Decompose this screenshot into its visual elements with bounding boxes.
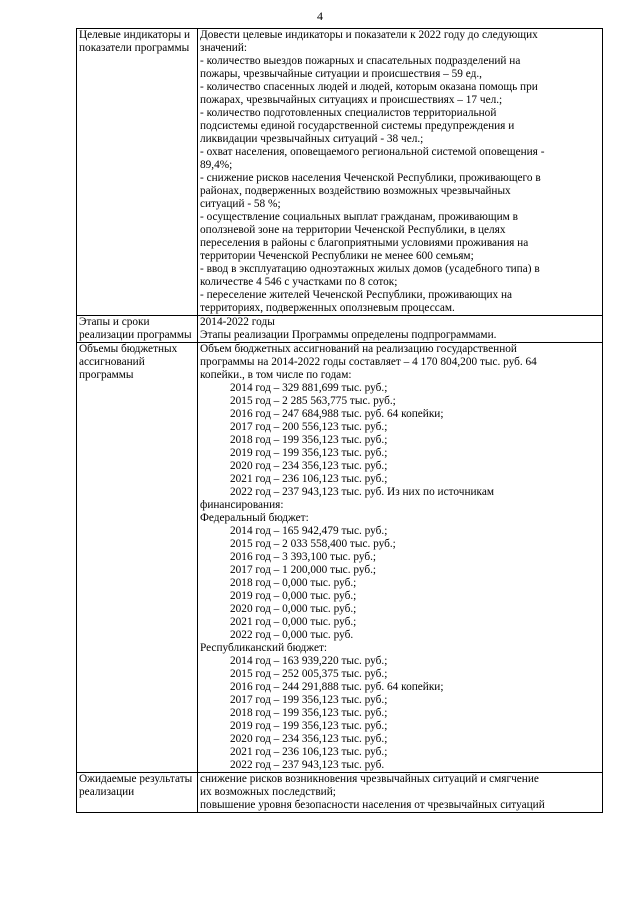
text-line: - количество подготовленных специалистов территориальной [200, 107, 497, 119]
text-line: 2021 год – 236 106,123 тыс. руб.; [230, 746, 388, 758]
text-line: подсистемы единой государственной системы предупреждения и [200, 120, 515, 132]
text-line: 2016 год – 247 684,988 тыс. руб. 64 копейки; [230, 408, 444, 420]
text-line: 2019 год – 199 356,123 тыс. руб.; [230, 447, 388, 459]
text-line: - количество выездов пожарных и спасательных подразделений на [200, 55, 521, 67]
text-line: территориях, подверженных оползневым процессам. [200, 302, 455, 314]
text-line: 2016 год – 3 393,100 тыс. руб.; [230, 551, 377, 563]
text-line: территории Чеченской Республики не менее 600 семьям; [200, 250, 474, 262]
text-line: 2014 год – 163 939,220 тыс. руб.; [230, 655, 388, 667]
table-row [77, 316, 603, 343]
text-line: 2017 год – 199 356,123 тыс. руб.; [230, 694, 388, 706]
text-line: 2017 год – 200 556,123 тыс. руб.; [230, 421, 388, 433]
text-line: их возможных последствий; [200, 786, 336, 798]
republic-budget-header: Республиканский бюджет: [200, 642, 328, 654]
text-line: 2015 год – 2 033 558,400 тыс. руб.; [230, 538, 396, 550]
text-line: повышение уровня безопасности населения от чрезвычайных ситуаций [200, 799, 545, 811]
program-passport-table [76, 28, 603, 813]
text-line: 2014 год – 165 942,479 тыс. руб.; [230, 525, 388, 537]
text-line: копейки., в том числе по годам: [200, 369, 352, 381]
text-line: 2017 год – 1 200,000 тыс. руб.; [230, 564, 377, 576]
text-line: Объем бюджетных ассигнований на реализацию государственной [200, 343, 517, 355]
text-line: переселения в районы с благоприятными условиями проживания на [200, 237, 529, 249]
text-line: снижение рисков возникновения чрезвычайных ситуаций и смягчение [200, 773, 539, 785]
text-line: - количество спасенных людей и людей, которым оказана помощь при [200, 81, 538, 93]
text-line: 2014 год – 329 881,699 тыс. руб.; [230, 382, 388, 394]
text-line: - переселение жителей Чеченской Республики, проживающих на [200, 289, 513, 301]
financing-line: финансирования: [200, 499, 284, 511]
row-value-stages [198, 316, 603, 343]
text-line: пожары, чрезвычайные ситуации и происшествия – 59 ед., [200, 68, 482, 80]
text-line: ситуаций - 58 %; [200, 198, 281, 210]
text-line: 2021 год – 0,000 тыс. руб.; [230, 616, 357, 628]
text-line: 2016 год – 244 291,888 тыс. руб. 64 копейки; [230, 681, 444, 693]
text-line: Довести целевые индикаторы и показатели к 2022 году до следующих [200, 29, 538, 41]
row-value-budget [198, 343, 603, 773]
text-line: - снижение рисков населения Чеченской Республики, проживающего в [200, 172, 541, 184]
text-line: 2020 год – 234 356,123 тыс. руб.; [230, 460, 388, 472]
row-label-budget: Объемы бюджетных ассигнований программы [77, 343, 198, 773]
text-line: 2014-2022 годы [200, 316, 275, 328]
text-line: 2018 год – 199 356,123 тыс. руб.; [230, 707, 388, 719]
table-row [77, 29, 603, 316]
text-line: значений: [200, 42, 248, 54]
text-line: пожарах, чрезвычайных ситуациях и происшествиях – 17 чел.; [200, 94, 503, 106]
row-label-stages: Этапы и сроки реализации программы [77, 316, 198, 343]
text-line: - осуществление социальных выплат гражданам, проживающим в [200, 211, 518, 223]
text-line: - ввод в эксплуатацию одноэтажных жилых домов (усадебного типа) в [200, 263, 540, 275]
row-label-results: Ожидаемые результаты реализации [77, 773, 198, 813]
text-line: 2019 год – 199 356,123 тыс. руб.; [230, 720, 388, 732]
text-line: 2022 год – 237 943,123 тыс. руб. Из них по источникам [230, 486, 495, 498]
row-value-results [198, 773, 603, 813]
row-label-indicators: Целевые индикаторы и показатели программы [77, 29, 198, 316]
text-line: 89,4%; [200, 159, 233, 171]
text-line: 2015 год – 252 005,375 тыс. руб.; [230, 668, 388, 680]
text-line: районах, подверженных воздействию возможных чрезвычайных [200, 185, 511, 197]
text-line: 2015 год – 2 285 563,775 тыс. руб.; [230, 395, 396, 407]
text-line: 2020 год – 234 356,123 тыс. руб.; [230, 733, 388, 745]
text-line: ликвидации чрезвычайных ситуаций - 38 чел.; [200, 133, 424, 145]
page-number: 4 [317, 9, 323, 23]
table-row [77, 773, 603, 813]
table-row [77, 343, 603, 773]
text-line: программы на 2014-2022 годы составляет – 4 170 804,200 тыс. руб. 64 [200, 356, 537, 368]
text-line: 2018 год – 199 356,123 тыс. руб.; [230, 434, 388, 446]
text-line: 2020 год – 0,000 тыс. руб.; [230, 603, 357, 615]
row-value-indicators [198, 29, 603, 316]
federal-budget-header: Федеральный бюджет: [200, 512, 309, 524]
text-line: 2019 год – 0,000 тыс. руб.; [230, 590, 357, 602]
text-line: 2022 год – 237 943,123 тыс. руб. [230, 759, 385, 771]
text-line: 2018 год – 0,000 тыс. руб.; [230, 577, 357, 589]
text-line: Этапы реализации Программы определены подпрограммами. [200, 329, 497, 341]
text-line: 2021 год – 236 106,123 тыс. руб.; [230, 473, 388, 485]
text-line: - охват населения, оповещаемого региональной системой оповещения - [200, 146, 545, 158]
text-line: 2022 год – 0,000 тыс. руб. [230, 629, 354, 641]
text-line: оползневой зоне на территории Чеченской Республики, в целях [200, 224, 506, 236]
text-line: количестве 4 546 с участками по 8 соток; [200, 276, 398, 288]
